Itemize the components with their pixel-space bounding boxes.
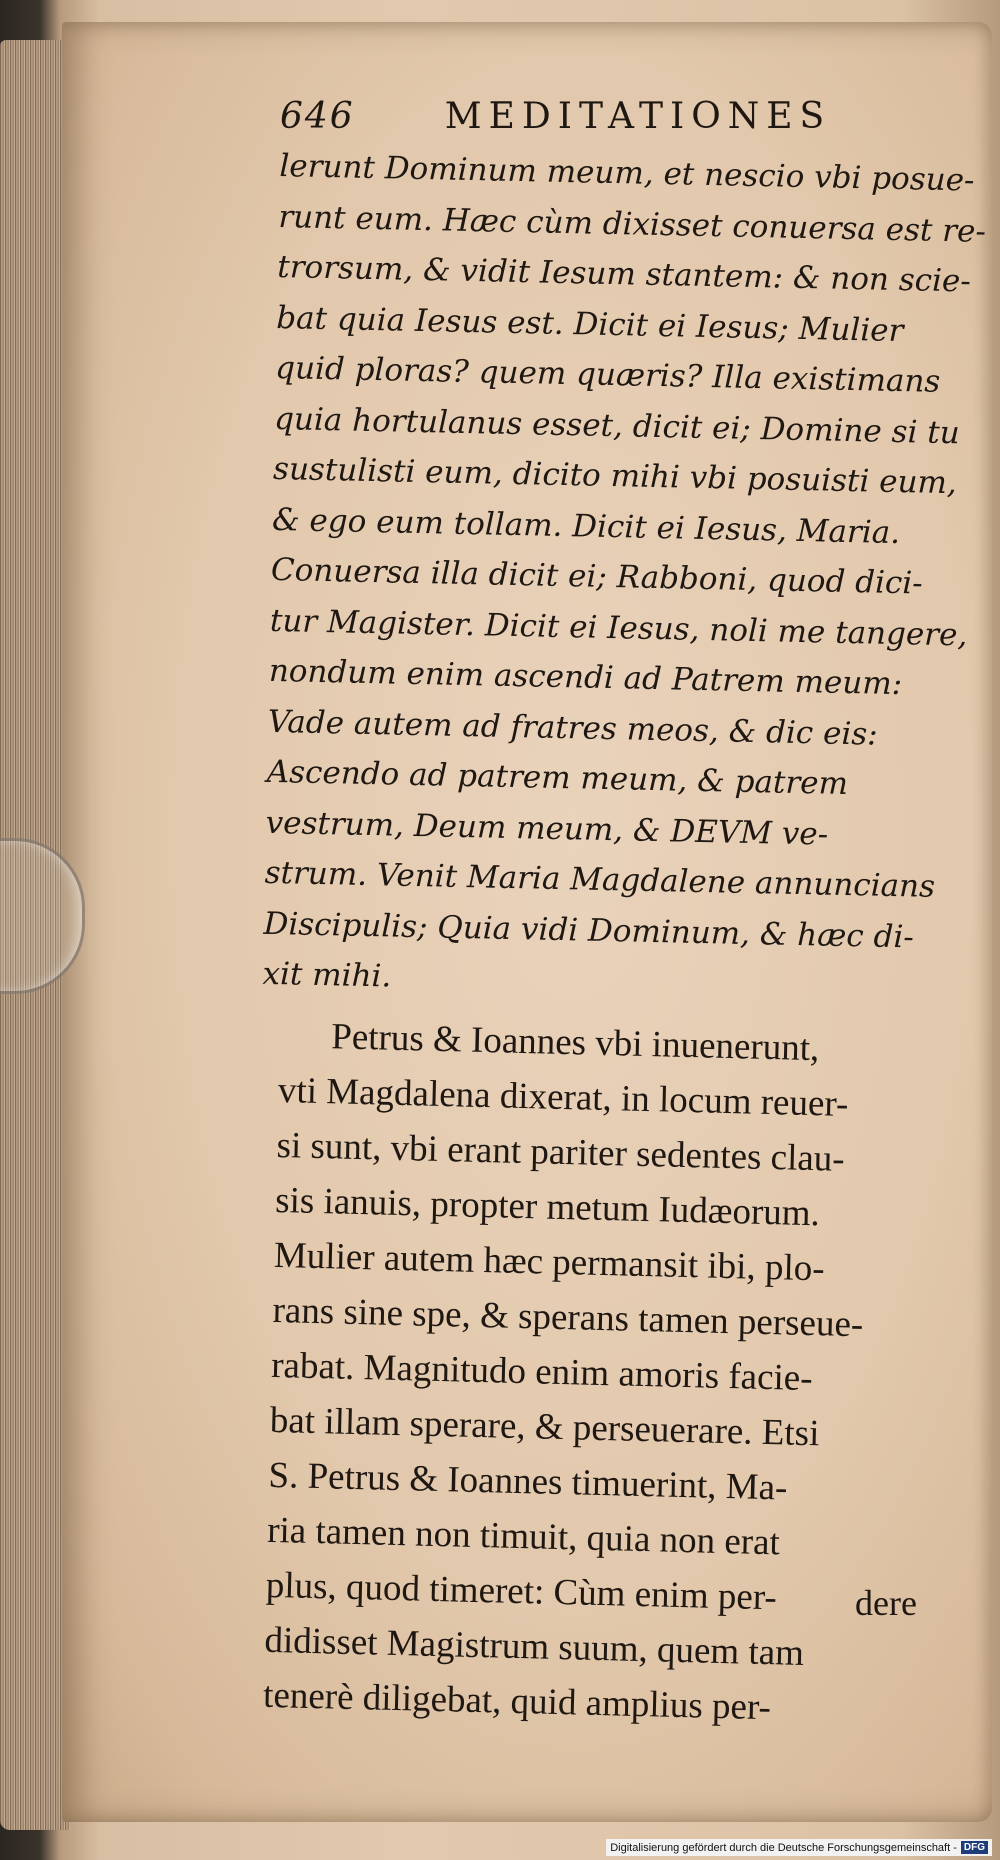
text-line: rans sine spe, & sperans tamen perseue- — [272, 1289, 864, 1345]
roman-paragraph — [263, 1008, 940, 1739]
text-line: vti Magdalena dixerat, in locum reuer- — [277, 1069, 849, 1125]
text-line: tur Magister. Dicit ei Iesus, noli me tangere, — [269, 602, 968, 653]
text-line: plus, quod timeret: Cùm enim per- — [265, 1564, 778, 1618]
page-text — [262, 96, 987, 1728]
text-line: sustulisti eum, dicito mihi vbi posuisti eum, — [272, 450, 958, 502]
page-number: 646 — [280, 96, 355, 137]
text-line: lerunt Dominum meum, et nescio vbi posue- — [279, 147, 975, 199]
running-title: MEDITATIONES — [444, 96, 832, 137]
text-line: Petrus & Ioannes vbi inuenerunt, — [330, 1015, 820, 1069]
credit-text: Digitalisierung gefördert durch die Deutsche Forschungsgemeinschaft - — [610, 1841, 957, 1854]
text-line: quia hortulanus esset, dicit ei; Domine si tu — [273, 400, 961, 451]
catchword: dere — [855, 1583, 917, 1623]
text-line: tenerè diligebat, quid amplius per- — [262, 1674, 772, 1728]
text-line: nondum enim ascendi ad Patrem meum: — [268, 652, 903, 703]
digitization-credit — [606, 1839, 992, 1856]
text-line: Conuersa illa dicit ei; Rabboni, quod dici- — [270, 551, 924, 602]
text-line: strum. Venit Maria Magdalene annuncians — [264, 854, 936, 905]
text-line: bat quia Iesus est. Dicit ei Iesus; Mulier — [275, 299, 904, 349]
text-line: bat illam sperare, & perseuerare. Etsi — [269, 1399, 820, 1454]
text-line: rabat. Magnitudo enim amoris facie- — [270, 1344, 814, 1399]
text-line: Mulier autem hæc permansit ibi, plo- — [273, 1234, 826, 1289]
text-line: Vade autem ad fratres meos, & dic eis: — [267, 703, 879, 753]
text-line: vestrum, Deum meum, & DEVM ve- — [265, 804, 829, 853]
dfg-logo: DFG — [961, 1841, 988, 1854]
text-line: didisset Magistrum suum, quem tam — [264, 1619, 805, 1674]
text-line: trorsum, & vidit Iesum stantem: & non scie- — [276, 248, 972, 300]
text-line: runt eum. Hæc cùm dixisset conuersa est re- — [278, 198, 987, 250]
text-line: sis ianuis, propter metum Iudæorum. — [274, 1179, 821, 1234]
text-line: si sunt, vbi erant pariter sedentes clau- — [276, 1124, 846, 1180]
page-header — [280, 96, 940, 137]
italic-paragraph — [262, 141, 987, 1013]
text-line: S. Petrus & Ioannes timuerint, Ma- — [268, 1454, 788, 1509]
text-line: Discipulis; Quia vidi Dominum, & hæc di- — [263, 905, 915, 955]
text-line: Ascendo ad patrem meum, & patrem — [266, 753, 849, 803]
text-line: & ego eum tollam. Dicit ei Iesus, Maria. — [271, 501, 901, 551]
text-line: ria tamen non timuit, quia non erat — [266, 1509, 781, 1563]
text-line: xit mihi. — [262, 955, 392, 995]
text-line: quid ploras? quem quæris? Illa existimans — [274, 349, 941, 400]
